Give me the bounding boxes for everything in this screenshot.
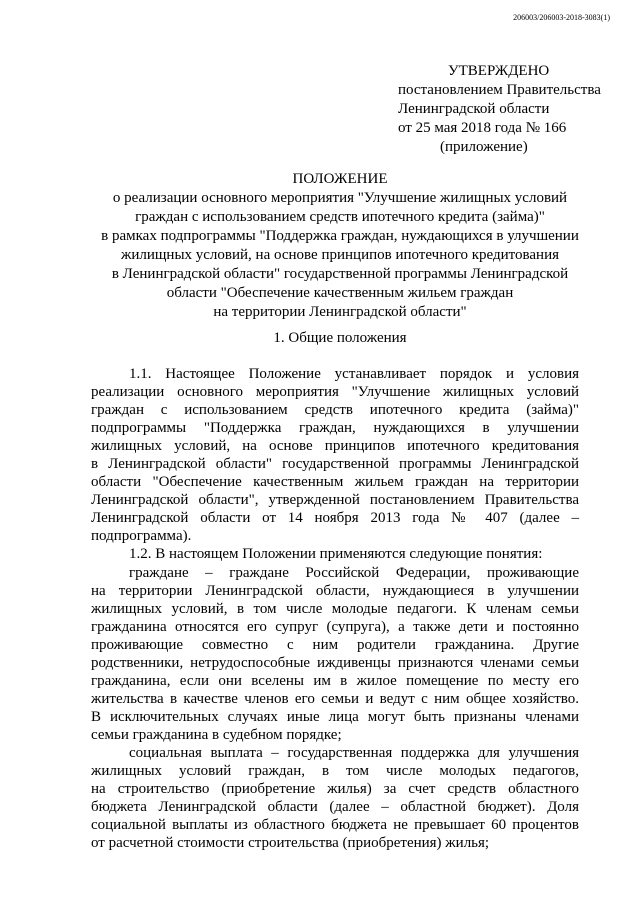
text-line: от расчетной стоимости строительства (приобретения) жилья;	[91, 835, 490, 852]
text-line: граждане – граждане Российской Федерации, проживающие	[129, 564, 579, 581]
title-line: о реализации основного мероприятия "Улучшение жилищных условий	[112, 190, 568, 206]
approval-note: (приложение)	[440, 139, 528, 155]
title-line: области "Обеспечение качественным жильем граждан	[166, 285, 514, 301]
approval-title: УТВЕРЖДЕНО	[448, 63, 550, 79]
text-line: гражданина относятся его супруг (супруга), а также дети и постоянно	[91, 618, 579, 635]
text-line: граждан с использованием средств ипотечного кредита (займа)"	[91, 402, 579, 419]
text-line: в Ленинградской области" государственной программы Ленинградской	[91, 456, 579, 473]
text-line: Ленинградской области от 14 ноября 2013 года № 407 (далее –	[91, 510, 579, 527]
text-line: жительства в качестве членов его семьи и ведут с ним общее хозяйство.	[91, 690, 579, 707]
text-line: подпрограммы "Поддержка граждан, нуждающихся в улучшении	[91, 420, 579, 437]
approval-line: постановлением Правительства	[398, 82, 601, 98]
text-line: проживающие совместно с ним родители гражданина. Другие	[91, 636, 579, 653]
text-line: на строительство (приобретение жилья) за счет средств областного	[91, 781, 579, 798]
text-line: области "Обеспечение качественным жильем граждан на территории	[91, 474, 579, 491]
body-text	[91, 365, 579, 852]
title-line: на территории Ленинградской области"	[213, 304, 467, 320]
text-line: реализации основного мероприятия "Улучшение жилищных условий	[91, 384, 579, 401]
text-line: гражданина, если они вселены им в жилое помещение по месту его	[91, 672, 579, 689]
document-number: 206003/206003-2018-3083(1)	[513, 13, 610, 22]
text-line: социальная выплата – государственная поддержка для улучшения	[129, 744, 579, 761]
document-title-block	[90, 170, 590, 322]
title-line: жилищных условий, на основе принципов ипотечного кредитования	[120, 247, 560, 263]
text-line: жилищных условий, в том числе молодые педагоги. К членам семьи	[91, 600, 579, 617]
title-line: граждан с использованием средств ипотечного кредита (займа)"	[135, 209, 545, 225]
document-title: ПОЛОЖЕНИЕ	[292, 171, 388, 187]
title-line: в рамках подпрограммы "Поддержка граждан, нуждающихся в улучшении	[101, 228, 579, 244]
approval-line: Ленинградской области	[398, 101, 550, 117]
approval-line: от 25 мая 2018 года № 166	[398, 120, 567, 136]
text-line: жилищных условий, на основе принципов ипотечного кредитования	[91, 438, 579, 455]
section-heading: 1. Общие положения	[273, 330, 407, 346]
text-line: бюджета Ленинградской области (далее – областной бюджет). Доля	[91, 799, 579, 816]
title-line: в Ленинградской области" государственной программы Ленинградской	[111, 266, 569, 282]
text-line: подпрограмма).	[91, 528, 192, 545]
text-line: В исключительных случаях иные лица могут быть признаны членами	[91, 708, 579, 725]
text-line: родственники, нетрудоспособные иждивенцы признаются членами семьи	[91, 654, 579, 671]
text-line: на территории Ленинградской области, нуждающиеся в улучшении	[91, 582, 579, 599]
text-line: 1.1. Настоящее Положение устанавливает порядок и условия	[129, 366, 579, 382]
text-line: семьи гражданина в судебном порядке;	[91, 726, 342, 743]
approval-stamp	[398, 62, 618, 157]
text-line: жилищных условий граждан, в том числе молодых педагогов,	[91, 763, 579, 780]
text-line: социальной выплаты из областного бюджета не превышает 60 процентов	[91, 817, 579, 834]
text-line: 1.2. В настоящем Положении применяются следующие понятия:	[129, 546, 543, 563]
text-line: Ленинградской области", утвержденной постановлением Правительства	[91, 492, 579, 509]
